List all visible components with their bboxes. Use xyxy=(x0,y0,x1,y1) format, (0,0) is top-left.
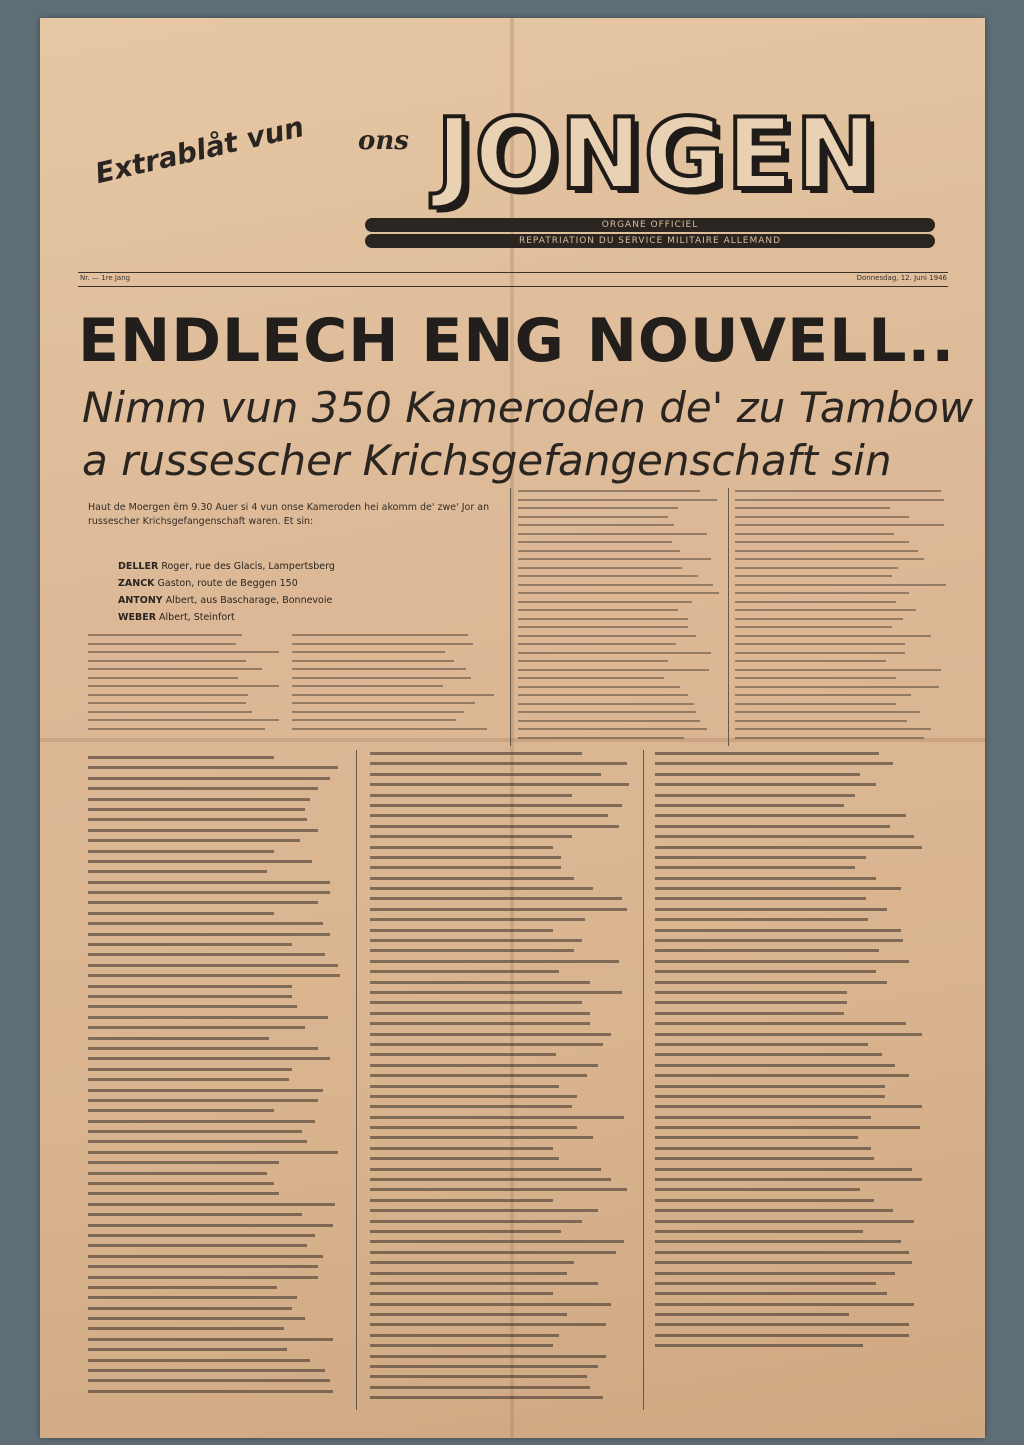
text-line xyxy=(735,601,896,603)
text-line xyxy=(370,1074,587,1077)
text-line xyxy=(88,1192,279,1195)
prisoner-list-column-3 xyxy=(655,752,925,1362)
text-line xyxy=(88,1327,284,1330)
text-line xyxy=(655,1313,849,1316)
issue-date: Donnesdag, 12. Juni 1946 xyxy=(856,274,947,282)
text-line xyxy=(88,1255,323,1258)
text-line xyxy=(88,1348,287,1351)
text-line xyxy=(655,1085,885,1088)
text-line xyxy=(88,787,318,790)
text-line xyxy=(88,912,274,915)
text-line xyxy=(370,1001,582,1004)
text-line xyxy=(88,719,279,721)
text-line xyxy=(292,677,471,679)
text-line xyxy=(655,866,855,869)
text-line xyxy=(735,507,890,509)
text-line xyxy=(370,825,619,828)
text-line xyxy=(518,601,692,603)
text-line xyxy=(88,1213,302,1216)
text-line xyxy=(370,1116,624,1119)
text-line xyxy=(655,929,901,932)
text-line xyxy=(88,985,292,988)
text-line xyxy=(370,897,622,900)
text-line xyxy=(88,1286,277,1289)
text-line xyxy=(518,652,711,654)
text-line xyxy=(735,592,909,594)
text-line xyxy=(518,592,719,594)
text-line xyxy=(88,1109,274,1112)
text-line xyxy=(88,798,310,801)
text-line xyxy=(655,1116,871,1119)
text-line xyxy=(88,660,246,662)
text-line xyxy=(370,1168,601,1171)
text-line xyxy=(370,846,553,849)
text-line xyxy=(655,991,847,994)
text-line xyxy=(370,1012,590,1015)
text-line xyxy=(655,825,890,828)
text-line xyxy=(88,1037,269,1040)
text-line xyxy=(655,970,876,973)
text-line xyxy=(370,970,559,973)
text-line xyxy=(735,669,941,671)
text-line xyxy=(88,1317,305,1320)
text-line xyxy=(88,1369,325,1372)
text-line xyxy=(655,1136,858,1139)
text-line xyxy=(735,660,886,662)
text-line xyxy=(370,1323,606,1326)
text-line xyxy=(370,918,585,921)
list-divider xyxy=(356,750,357,1410)
extrablatt-label: Extrablåt vun xyxy=(92,110,308,191)
text-line xyxy=(88,643,236,645)
text-line xyxy=(735,643,905,645)
article-column-1 xyxy=(88,634,283,734)
text-line xyxy=(370,1064,598,1067)
text-line xyxy=(518,728,707,730)
text-line xyxy=(88,974,340,977)
text-line xyxy=(735,524,944,526)
text-line xyxy=(88,901,318,904)
rule-bottom xyxy=(78,286,948,287)
text-line xyxy=(370,1313,567,1316)
text-line xyxy=(88,1203,335,1206)
text-line xyxy=(88,870,267,873)
text-line xyxy=(655,1344,863,1347)
text-line xyxy=(88,1307,292,1310)
text-line xyxy=(88,839,300,842)
returnee-name: ANTONY Albert, aus Bascharage, Bonnevoie xyxy=(118,595,333,606)
text-line xyxy=(370,939,582,942)
text-line xyxy=(88,1161,279,1164)
text-line xyxy=(292,685,443,687)
article-column-4 xyxy=(735,490,950,746)
text-line xyxy=(370,1095,577,1098)
text-line xyxy=(518,737,684,739)
text-line xyxy=(88,766,338,769)
text-line xyxy=(370,1355,606,1358)
text-line xyxy=(88,728,265,730)
text-line xyxy=(370,1375,587,1378)
text-line xyxy=(370,1303,611,1306)
text-line xyxy=(518,711,696,713)
text-line xyxy=(292,660,454,662)
text-line xyxy=(655,1074,909,1077)
text-line xyxy=(370,1199,553,1202)
text-line xyxy=(370,991,622,994)
text-line xyxy=(88,1224,333,1227)
text-line xyxy=(655,981,887,984)
text-line xyxy=(655,1168,912,1171)
text-line xyxy=(292,643,473,645)
text-line xyxy=(518,516,668,518)
text-line xyxy=(518,660,668,662)
text-line xyxy=(88,777,330,780)
text-line xyxy=(370,814,608,817)
text-line xyxy=(370,887,593,890)
text-line xyxy=(735,728,931,730)
text-line xyxy=(518,575,698,577)
column-divider xyxy=(510,488,511,746)
text-line xyxy=(88,677,238,679)
returnee-name: DELLER Roger, rue des Glacis, Lampertsberg xyxy=(118,561,335,572)
text-line xyxy=(655,762,893,765)
text-line xyxy=(518,507,678,509)
text-line xyxy=(518,541,672,543)
text-line xyxy=(655,835,914,838)
text-line xyxy=(370,1261,574,1264)
text-line xyxy=(370,1209,598,1212)
text-line xyxy=(518,703,694,705)
text-line xyxy=(292,634,468,636)
text-line xyxy=(370,949,574,952)
text-line xyxy=(655,887,901,890)
text-line xyxy=(88,1172,267,1175)
text-line xyxy=(735,533,894,535)
text-line xyxy=(88,756,274,759)
text-line xyxy=(370,773,601,776)
text-line xyxy=(655,1043,868,1046)
text-line xyxy=(655,1064,895,1067)
text-line xyxy=(518,677,664,679)
text-line xyxy=(655,1157,874,1160)
text-line xyxy=(88,634,242,636)
masthead-ons: ons xyxy=(358,126,409,156)
text-line xyxy=(735,550,918,552)
text-line xyxy=(370,856,561,859)
text-line xyxy=(518,567,682,569)
text-line xyxy=(88,881,330,884)
text-line xyxy=(88,953,325,956)
text-line xyxy=(735,567,898,569)
text-line xyxy=(370,1365,598,1368)
text-line xyxy=(88,808,305,811)
text-line xyxy=(735,686,939,688)
text-line xyxy=(370,1136,593,1139)
text-line xyxy=(88,1379,330,1382)
text-line xyxy=(518,720,700,722)
text-line xyxy=(370,1188,627,1191)
prisoner-list-column-2 xyxy=(370,752,632,1417)
text-line xyxy=(518,524,674,526)
text-line xyxy=(88,694,248,696)
text-line xyxy=(88,1016,328,1019)
text-line xyxy=(655,752,879,755)
text-line xyxy=(88,1265,318,1268)
text-line xyxy=(735,558,924,560)
text-line xyxy=(292,702,475,704)
text-line xyxy=(88,1078,289,1081)
text-line xyxy=(655,908,887,911)
text-line xyxy=(370,1085,559,1088)
text-line xyxy=(370,1230,561,1233)
text-line xyxy=(655,1220,914,1223)
text-line xyxy=(370,1386,590,1389)
text-line xyxy=(88,943,292,946)
list-divider xyxy=(643,750,644,1410)
text-line xyxy=(518,558,711,560)
text-line xyxy=(735,575,892,577)
text-line xyxy=(292,694,494,696)
text-line xyxy=(518,694,688,696)
text-line xyxy=(292,711,464,713)
main-headline: ENDLECH ENG NOUVELL.. xyxy=(78,306,956,376)
text-line xyxy=(735,677,896,679)
text-line xyxy=(88,995,292,998)
text-line xyxy=(655,1282,876,1285)
text-line xyxy=(655,1272,895,1275)
text-line xyxy=(655,918,868,921)
text-line xyxy=(518,626,688,628)
text-line xyxy=(735,635,931,637)
text-line xyxy=(655,1001,847,1004)
rule-top xyxy=(78,272,948,273)
text-line xyxy=(655,1292,887,1295)
text-line xyxy=(735,720,907,722)
text-line xyxy=(88,711,252,713)
text-line xyxy=(518,533,707,535)
text-line xyxy=(88,1234,315,1237)
text-line xyxy=(518,609,678,611)
text-line xyxy=(370,1396,603,1399)
text-line xyxy=(655,1053,882,1056)
text-line xyxy=(370,794,572,797)
text-line xyxy=(370,866,561,869)
text-line xyxy=(370,752,582,755)
text-line xyxy=(735,652,905,654)
text-line xyxy=(655,1095,885,1098)
text-line xyxy=(655,1105,922,1108)
text-line xyxy=(370,1033,611,1036)
text-line xyxy=(518,618,688,620)
text-line xyxy=(655,1199,874,1202)
text-line xyxy=(88,850,274,853)
text-line xyxy=(655,1240,901,1243)
text-line xyxy=(88,651,279,653)
text-line xyxy=(370,1282,598,1285)
text-line xyxy=(88,860,312,863)
text-line xyxy=(370,1292,553,1295)
text-line xyxy=(88,1057,330,1060)
text-line xyxy=(518,499,717,501)
text-line xyxy=(655,804,844,807)
article-column-3 xyxy=(518,490,723,746)
text-line xyxy=(292,668,466,670)
text-line xyxy=(655,1261,912,1264)
text-line xyxy=(88,1120,315,1123)
text-line xyxy=(370,1240,624,1243)
text-line xyxy=(370,877,574,880)
text-line xyxy=(88,1099,318,1102)
text-line xyxy=(88,922,323,925)
text-line xyxy=(88,1244,307,1247)
text-line xyxy=(370,1053,556,1056)
sub-headline-1: Nimm vun 350 Kameroden de' zu Tambow xyxy=(82,383,974,432)
text-line xyxy=(655,960,909,963)
text-line xyxy=(655,1188,860,1191)
text-line xyxy=(88,1047,318,1050)
text-line xyxy=(370,1022,590,1025)
text-line xyxy=(655,773,860,776)
text-line xyxy=(655,877,876,880)
text-line xyxy=(370,908,627,911)
text-line xyxy=(735,737,924,739)
text-line xyxy=(655,1012,844,1015)
text-line xyxy=(370,1251,616,1254)
text-line xyxy=(518,490,700,492)
masthead-title: JONGEN xyxy=(436,98,880,212)
text-line xyxy=(88,1276,318,1279)
text-line xyxy=(518,635,696,637)
text-line xyxy=(518,686,680,688)
masthead-subtitle-bar: ORGANE OFFICIEL xyxy=(365,218,935,232)
text-line xyxy=(655,1033,922,1036)
text-line xyxy=(655,1230,863,1233)
text-line xyxy=(655,794,855,797)
prisoner-list-column-1 xyxy=(88,756,343,1416)
text-line xyxy=(655,1251,909,1254)
text-line xyxy=(655,783,876,786)
text-line xyxy=(370,929,553,932)
text-line xyxy=(88,668,262,670)
text-line xyxy=(88,1026,305,1029)
text-line xyxy=(370,1344,553,1347)
text-line xyxy=(735,499,944,501)
text-line xyxy=(655,1334,909,1337)
text-line xyxy=(88,1296,297,1299)
sub-headline-2: a russescher Krichsgefangenschaft sin xyxy=(82,436,892,485)
text-line xyxy=(735,609,916,611)
text-line xyxy=(735,516,909,518)
text-line xyxy=(518,643,676,645)
text-line xyxy=(518,550,680,552)
text-line xyxy=(370,835,572,838)
text-line xyxy=(370,981,590,984)
text-line xyxy=(88,702,246,704)
text-line xyxy=(88,1390,333,1393)
returnee-names xyxy=(118,558,335,626)
text-line xyxy=(735,618,903,620)
text-line xyxy=(370,1147,553,1150)
text-line xyxy=(655,856,866,859)
text-line xyxy=(370,1043,603,1046)
text-line xyxy=(88,1338,333,1341)
newspaper-page xyxy=(40,18,985,1438)
text-line xyxy=(88,1089,323,1092)
returnee-name: ZANCK Gaston, route de Beggen 150 xyxy=(118,578,298,589)
text-line xyxy=(655,1323,909,1326)
text-line xyxy=(655,1209,893,1212)
text-line xyxy=(292,728,487,730)
text-line xyxy=(735,711,920,713)
text-line xyxy=(370,1126,577,1129)
text-line xyxy=(518,669,709,671)
text-line xyxy=(370,1220,582,1223)
text-line xyxy=(655,1022,906,1025)
text-line xyxy=(88,1140,307,1143)
text-line xyxy=(88,1151,338,1154)
issue-number: Nr. — 1re Jang xyxy=(80,274,131,282)
text-line xyxy=(370,960,619,963)
column-divider xyxy=(728,488,729,746)
text-line xyxy=(370,1157,559,1160)
text-line xyxy=(370,1178,611,1181)
masthead-subtitle-bar-2: REPATRIATION DU SERVICE MILITAIRE ALLEMAND xyxy=(365,234,935,248)
text-line xyxy=(655,814,906,817)
text-line xyxy=(88,933,330,936)
text-line xyxy=(370,1334,559,1337)
text-line xyxy=(88,1068,292,1071)
text-line xyxy=(292,719,456,721)
text-line xyxy=(88,818,307,821)
text-line xyxy=(88,685,279,687)
text-line xyxy=(655,1147,871,1150)
text-line xyxy=(655,846,922,849)
text-line xyxy=(655,1126,920,1129)
text-line xyxy=(735,703,896,705)
text-line xyxy=(655,949,879,952)
text-line xyxy=(88,1130,302,1133)
text-line xyxy=(292,651,445,653)
text-line xyxy=(88,1359,310,1362)
intro-paragraph: Haut de Moergen ëm 9.30 Auer si 4 vun onse Kameroden hei akomm de' zwe' Jor an russescher Krichsgefangenschaft waren. Et sin: xyxy=(88,502,490,527)
text-line xyxy=(655,939,903,942)
text-line xyxy=(88,891,330,894)
text-line xyxy=(735,694,911,696)
text-line xyxy=(518,584,713,586)
article-column-2 xyxy=(292,634,502,734)
text-line xyxy=(88,964,338,967)
text-line xyxy=(88,1182,274,1185)
text-line xyxy=(735,626,892,628)
text-line xyxy=(370,1272,567,1275)
text-line xyxy=(88,829,318,832)
text-line xyxy=(370,1105,572,1108)
text-line xyxy=(735,584,946,586)
text-line xyxy=(735,541,909,543)
text-line xyxy=(370,783,629,786)
text-line xyxy=(370,762,627,765)
text-line xyxy=(370,804,622,807)
text-line xyxy=(655,1303,914,1306)
text-line xyxy=(88,1005,297,1008)
text-line xyxy=(735,490,941,492)
returnee-name: WEBER Albert, Steinfort xyxy=(118,612,235,623)
text-line xyxy=(655,1178,922,1181)
text-line xyxy=(655,897,866,900)
